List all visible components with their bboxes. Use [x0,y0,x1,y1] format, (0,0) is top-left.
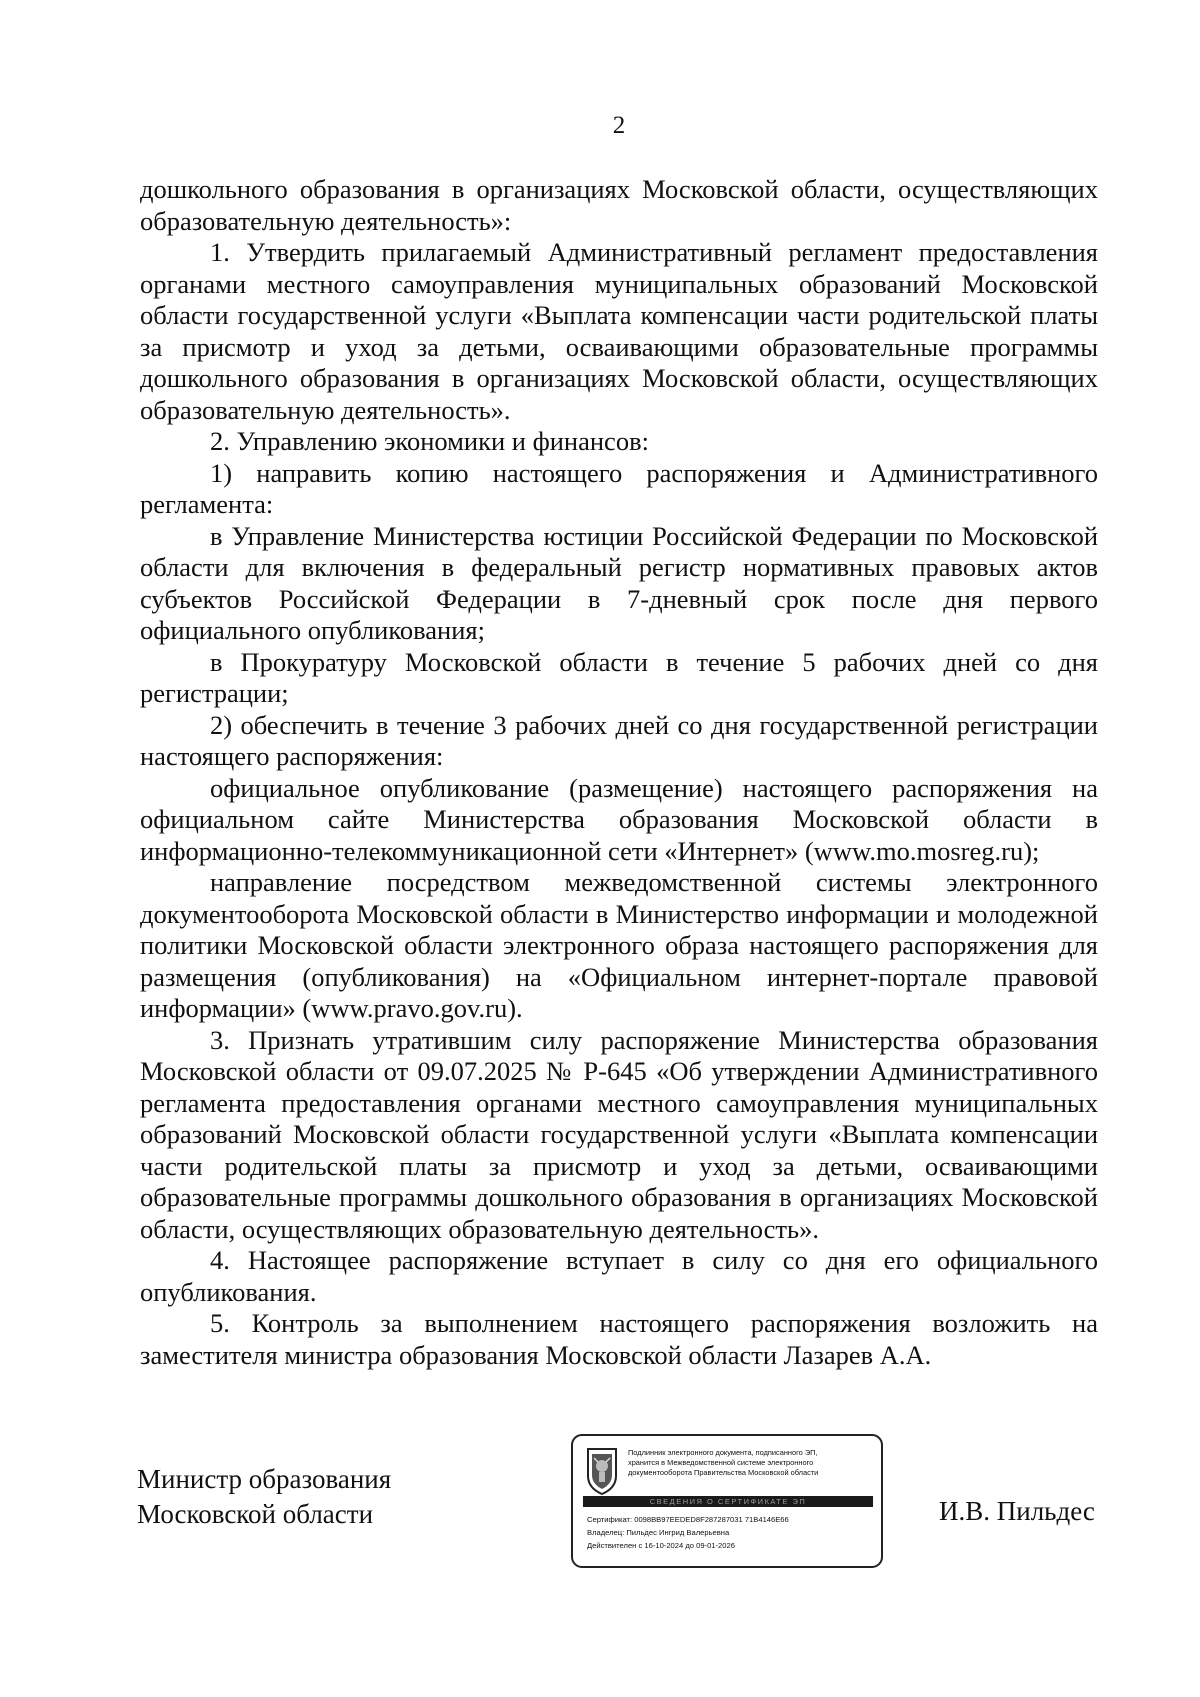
body-paragraph: в Прокуратуру Московской области в течение 5 рабочих дней со дня регистрации; [140,646,1098,708]
stamp-header-block [583,1446,873,1498]
signer-title-line: Министр образования [137,1464,392,1494]
body-paragraph: 5. Контроль за выполнением настоящего распоряжения возложить на заместителя министра образования Московской области Лазарев А.А. [140,1308,1098,1370]
signer-title [137,1462,391,1532]
body-paragraph: направление посредством межведомственной системы электронного документооборота Московской области в Министерство информации и молодежной политики Московской области электронного образа настоящего распоряжения для размещения (опубликования) на «Официальном интернет-портале правовой информации» (www.pravo.gov.ru). [140,867,1098,1023]
body-paragraph: дошкольного образования в организациях Московской области, осуществляющих образовательную деятельность»: [140,174,1098,236]
stamp-note-line: хранится в Межведомственной системе электронного [628,1458,814,1467]
signer-name: И.В. Пильдес [939,1496,1095,1526]
stamp-certificate-details [587,1513,877,1552]
electronic-signature-stamp [571,1434,883,1568]
body-paragraph: 1) направить копию настоящего распоряжения и Административного регламента: [140,457,1098,519]
coat-of-arms-icon [583,1446,621,1496]
page-number: 2 [612,112,626,139]
body-paragraph: 1. Утвердить прилагаемый Административный регламент предоставления органами местного самоуправления муниципальных образований Московской области государственной услуги «Выплата компенсации части родительской платы за присмотр и уход за детьми, осваивающими образовательные программы дошкольного образования в организациях Московской области, осуществляющих образовательную деятельность». [140,237,1098,425]
stamp-note-line: документооборота Правительства Московской области [628,1468,819,1477]
signer-title-line: Московской области [137,1499,374,1529]
body-paragraph: 2. Управлению экономики и финансов: [210,426,649,456]
body-paragraph: официальное опубликование (размещение) настоящего распоряжения на официальном сайте Министерства образования Московской области в информационно-телекоммуникационной сети «Интернет» (www.mo.mosreg.ru); [140,772,1098,866]
body-paragraph: в Управление Министерства юстиции Российской Федерации по Московской области для включения в федеральный регистр нормативных правовых актов субъектов Российской Федерации в 7-дневный срок после дня первого официального опубликования; [140,520,1098,645]
stamp-certificate-header: СВЕДЕНИЯ О СЕРТИФИКАТЕ ЭП [583,1496,873,1507]
body-paragraph: 2) обеспечить в течение 3 рабочих дней со дня государственной регистрации настоящего распоряжения: [140,709,1098,771]
stamp-owner: Владелец: Пильдес Ингрид Валерьевна [587,1528,730,1537]
stamp-note [628,1448,874,1478]
body-paragraph: 4. Настоящее распоряжение вступает в силу со дня его официального опубликования. [140,1245,1098,1307]
stamp-validity: Действителен с 16-10-2024 до 09-01-2026 [587,1541,735,1550]
stamp-note-line: Подлинник электронного документа, подписанного ЭП, [628,1448,818,1457]
body-paragraph: 3. Признать утратившим силу распоряжение Министерства образования Московской области от 09.07.2025 № Р-645 «Об утверждении Административного регламента предоставления органами местного самоуправления муниципальных образований Московской области государственной услуги «Выплата компенсации части родительской платы за присмотр и уход за детьми, осваивающими образовательные программы дошкольного образования в организациях Московской области, осуществляющих образовательную деятельность». [140,1024,1098,1244]
document-body [140,174,1098,1371]
stamp-certificate-number: Сертификат: 0098BB97EEDED8F287287031 71B4146E66 [587,1515,789,1524]
